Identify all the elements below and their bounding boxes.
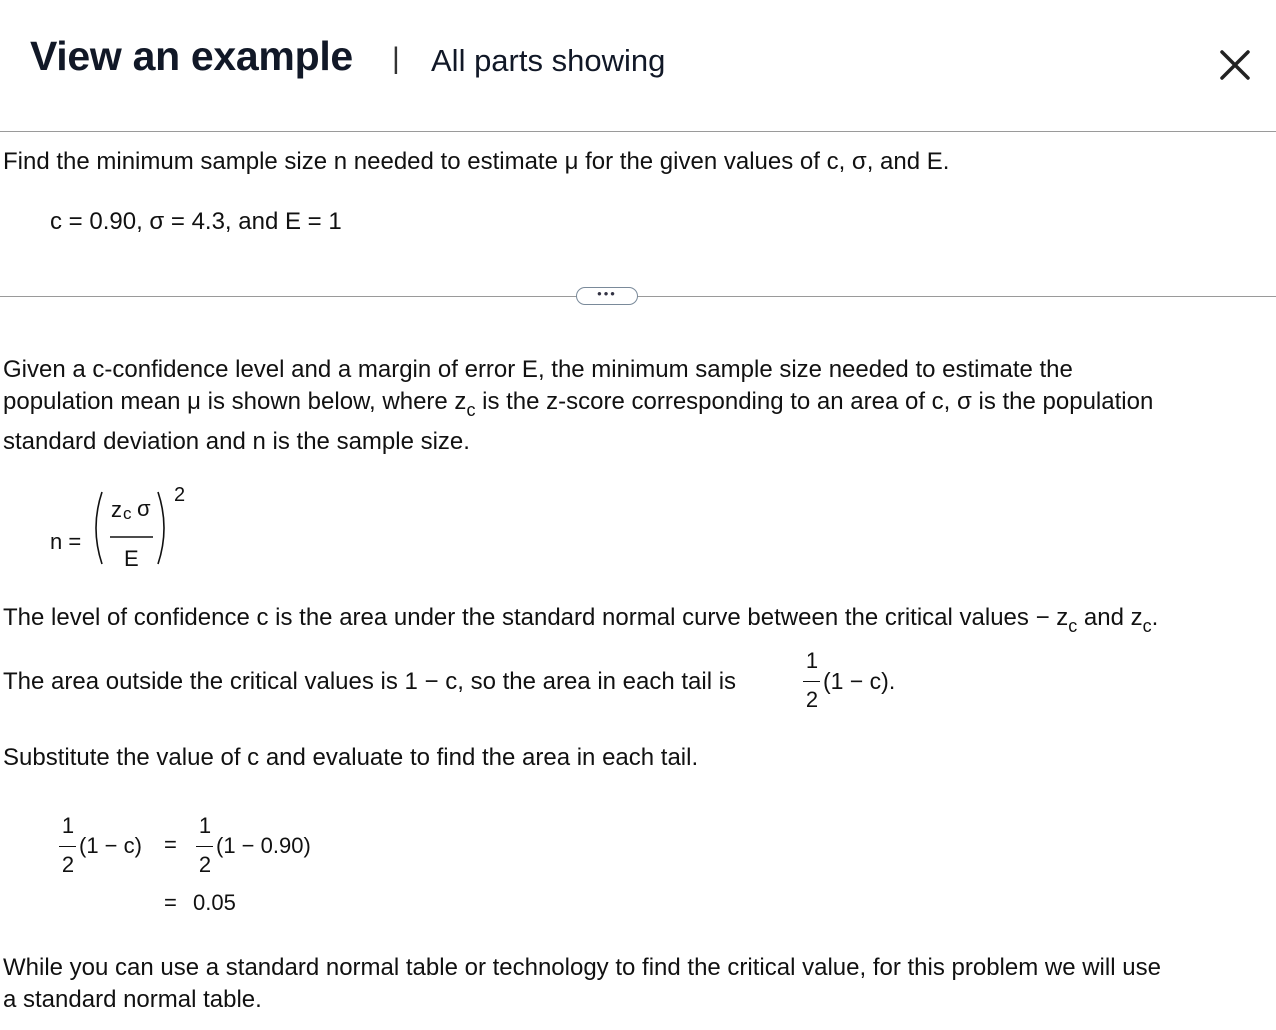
section-divider xyxy=(0,296,1276,297)
problem-prompt: Find the minimum sample size n needed to estimate μ for the given values of c, σ, and E. xyxy=(3,148,950,175)
title-separator: | xyxy=(392,42,400,75)
ellipsis-icon: ••• xyxy=(597,285,617,301)
tail-area-text-a: The area outside the critical values is 1 − c, so the area in each tail is xyxy=(3,668,737,695)
critical-values-text-c: . xyxy=(1151,604,1159,631)
formula-denominator: E xyxy=(124,546,139,571)
calc-equals-1: = xyxy=(164,832,177,857)
close-icon[interactable] xyxy=(1212,42,1258,88)
table-note-line-2: a standard normal table. xyxy=(3,986,262,1013)
explanation-line-2 xyxy=(3,388,1154,420)
calc-frac2-den: 2 xyxy=(198,852,212,877)
table-note-line-1: While you can use a standard normal table or technology to find the critical value, for this problem we will use xyxy=(3,954,1161,981)
expand-button[interactable] xyxy=(576,287,638,305)
calc-frac1-den: 2 xyxy=(61,852,75,877)
explanation-line-3: standard deviation and n is the sample size. xyxy=(3,428,470,455)
critical-values-text-b: and z xyxy=(1077,604,1143,631)
formula-lhs: n = xyxy=(50,529,82,554)
formula-exponent: 2 xyxy=(174,484,186,506)
critical-values-text xyxy=(3,604,1159,636)
tail-frac-den: 2 xyxy=(805,687,819,712)
calc-result: 0.05 xyxy=(193,890,236,915)
substitute-text: Substitute the value of c and evaluate to find the area in each tail. xyxy=(3,744,699,771)
tail-frac-num: 1 xyxy=(805,648,819,673)
formula-numerator-sigma: σ xyxy=(137,496,151,521)
calc-rhs-rest: (1 − 0.90) xyxy=(216,833,311,858)
explanation-line-1: Given a c-confidence level and a margin of error E, the minimum sample size needed to estimate the xyxy=(3,356,1073,383)
header-divider xyxy=(0,131,1276,132)
dialog-subtitle: All parts showing xyxy=(431,43,666,78)
problem-values: c = 0.90, σ = 4.3, and E = 1 xyxy=(50,208,342,235)
critical-sub-2: c xyxy=(1142,616,1152,636)
close-button[interactable] xyxy=(1212,42,1258,88)
calc-lhs-rest: (1 − c) xyxy=(79,833,142,858)
calc-equals-2: = xyxy=(164,890,177,915)
calc-frac2-bar xyxy=(196,846,213,847)
explanation-line-2-b: is the z-score corresponding to an area of c, σ is the population xyxy=(475,388,1154,415)
tail-area-text-b: (1 − c). xyxy=(823,668,896,694)
calc-frac1-num: 1 xyxy=(61,813,75,838)
critical-values-text-a: The level of confidence c is the area under the standard normal curve between the critical values − z xyxy=(3,604,1069,631)
calc-frac1-bar xyxy=(59,846,76,847)
explanation-line-2-a: population mean μ is shown below, where z xyxy=(3,388,467,415)
critical-sub-1: c xyxy=(1068,616,1078,636)
zc-subscript: c xyxy=(466,400,476,420)
formula-numerator-z: z xyxy=(111,497,122,522)
tail-frac-bar xyxy=(803,681,820,682)
calc-frac2-num: 1 xyxy=(198,813,212,838)
formula-numerator-sub: c xyxy=(123,504,132,523)
dialog-title: View an example xyxy=(30,33,353,79)
